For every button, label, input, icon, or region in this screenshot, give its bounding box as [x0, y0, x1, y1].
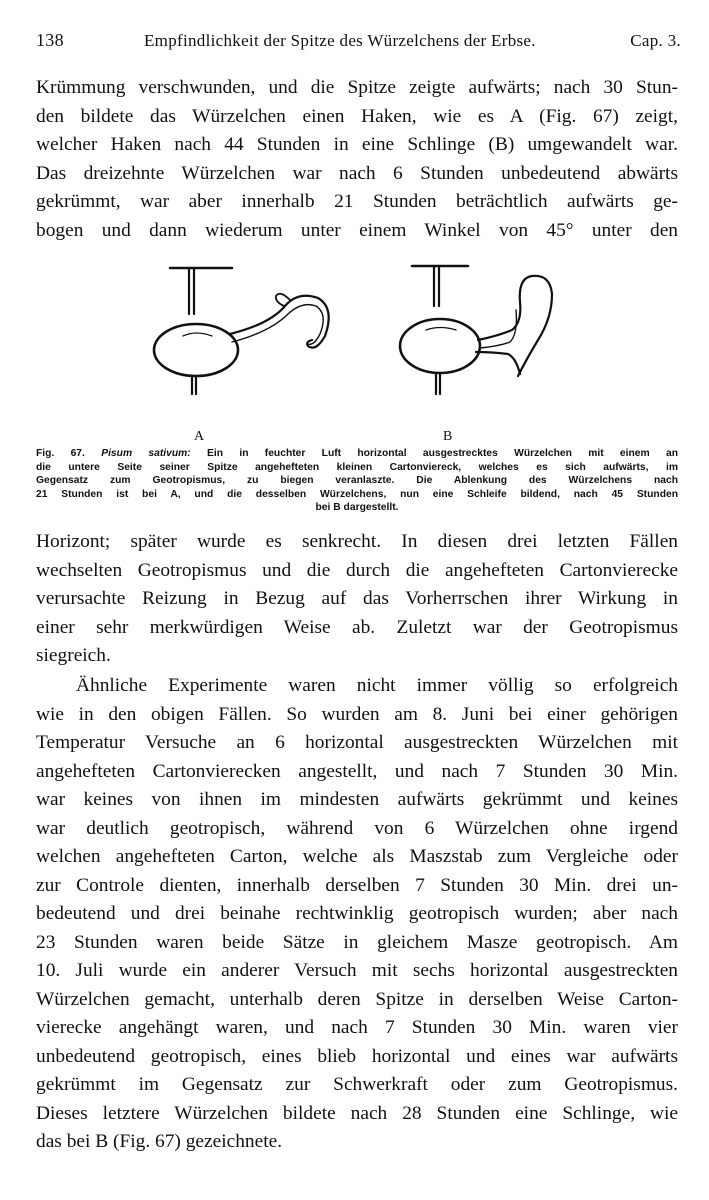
text-line: den bildete das Würzelchen einen Haken, wie es A (Fig. 67) zeigt, — [36, 105, 678, 127]
caption-fig-number: Fig. 67. — [36, 448, 85, 459]
text-line: unbedeutend geotropisch, eines blieb horizontal und eines war aufwärts — [36, 1045, 678, 1067]
caption-text: Ein in feuchter Luft horizontal ausgestrecktes Würzelchen mit einem an — [207, 448, 678, 459]
running-title: Empfindlichkeit der Spitze des Würzelchens der Erbse. — [144, 31, 536, 50]
text-line: bogen und dann wiederum unter einem Winkel von 45° unter den — [36, 219, 678, 241]
page-number: 138 — [36, 30, 64, 50]
text-line: einer sehr merkwürdigen Weise ab. Zuletzt war der Geotropismus — [36, 616, 678, 638]
text-line: Ähnliche Experimente waren nicht immer völlig so erfolgreich — [76, 675, 678, 696]
figure-label-a: A — [194, 429, 205, 444]
caption-line — [36, 447, 678, 461]
text-line: wechselten Geotropismus und die durch die angehefteten Cartonvierecke — [36, 559, 678, 581]
text-line: gekrümmt im Gegensatz zur Schwerkraft oder zum Geotropismus. — [36, 1074, 678, 1095]
text-line: Das dreizehnte Würzelchen war nach 6 Stunden unbedeutend abwärts — [36, 162, 678, 184]
chapter-label: Cap. 3. — [630, 31, 681, 50]
drawing-b-pea-seedling — [400, 266, 552, 394]
text-line: wie in den obigen Fällen. So wurden am 8. Juni bei einer gehörigen — [36, 703, 678, 725]
text-line: Horizont; später wurde es senkrecht. In diesen drei letzten Fällen — [36, 531, 678, 552]
text-line: gekrümmt, war aber innerhalb 21 Stunden beträchtlich aufwärts ge- — [36, 191, 678, 212]
figure-label-b: B — [443, 429, 453, 444]
text-line: vierecke angehängt waren, und nach 7 Stunden 30 Min. waren vier — [36, 1017, 678, 1038]
text-line: siegreich. — [36, 645, 111, 666]
text-line: bedeutend und drei beinahe rechtwinklig geotropisch wurden; aber nach — [36, 903, 678, 924]
text-line: war keines von ihnen im mindesten aufwärts gekrümmt und keines — [36, 789, 678, 810]
paragraph-3 — [36, 672, 678, 1157]
caption-line: Gegensatz zum Geotropismus, zu biegen veranlaszte. Die Ablenkung des Würzelchens nach — [36, 475, 678, 487]
text-line: das bei B (Fig. 67) gezeichnete. — [36, 1131, 283, 1152]
figure-caption — [36, 447, 678, 515]
text-line: Dieses letztere Würzelchen bildete nach 28 Stunden eine Schlinge, wie — [36, 1102, 678, 1124]
caption-line: 21 Stunden ist bei A, und die desselben Würzelchens, nun eine Schleife bildend, nach 45 Stunden — [36, 488, 678, 500]
text-line: zur Controle dienten, innerhalb derselben 7 Stunden 30 Min. drei un- — [36, 874, 678, 896]
figure-67-illustration — [120, 256, 570, 446]
paragraph-2 — [36, 528, 678, 671]
page-header — [36, 30, 681, 56]
text-line: war deutlich geotropisch, während von 6 Würzelchen ohne irgend — [36, 817, 678, 839]
caption-species: Pisum sativum: — [101, 448, 191, 459]
drawing-a-pea-seedling — [154, 268, 329, 394]
text-line: 23 Stunden waren beide Sätze in gleichem Masze geotropisch. Am — [36, 931, 678, 953]
text-line: Würzelchen gemacht, unterhalb deren Spitze in derselben Weise Carton- — [36, 988, 678, 1010]
paragraph-1 — [36, 74, 678, 245]
text-line: angehefteten Cartonvierecken angestellt, und nach 7 Stunden 30 Min. — [36, 760, 678, 782]
text-line: Krümmung verschwunden, und die Spitze zeigte aufwärts; nach 30 Stun- — [36, 77, 678, 98]
text-line: 10. Juli wurde ein anderer Versuch mit sechs horizontal ausgestreckten — [36, 960, 678, 981]
text-line: Temperatur Versuche an 6 horizontal ausgestreckten Würzelchen mit — [36, 732, 678, 753]
text-line: verursachte Reizung in Bezug auf das Vorherrschen ihrer Wirkung in — [36, 588, 678, 609]
text-line: welcher Haken nach 44 Stunden in eine Schlinge (B) umgewandelt war. — [36, 134, 678, 155]
caption-line: bei B dargestellt. — [315, 502, 399, 514]
caption-line: die untere Seite seiner Spitze angehefteten kleinen Cartonviereck, welches es sich aufwärts, im — [36, 461, 678, 473]
text-line: welchen angehefteten Carton, welche als Maszstab zum Vergleiche oder — [36, 846, 678, 867]
